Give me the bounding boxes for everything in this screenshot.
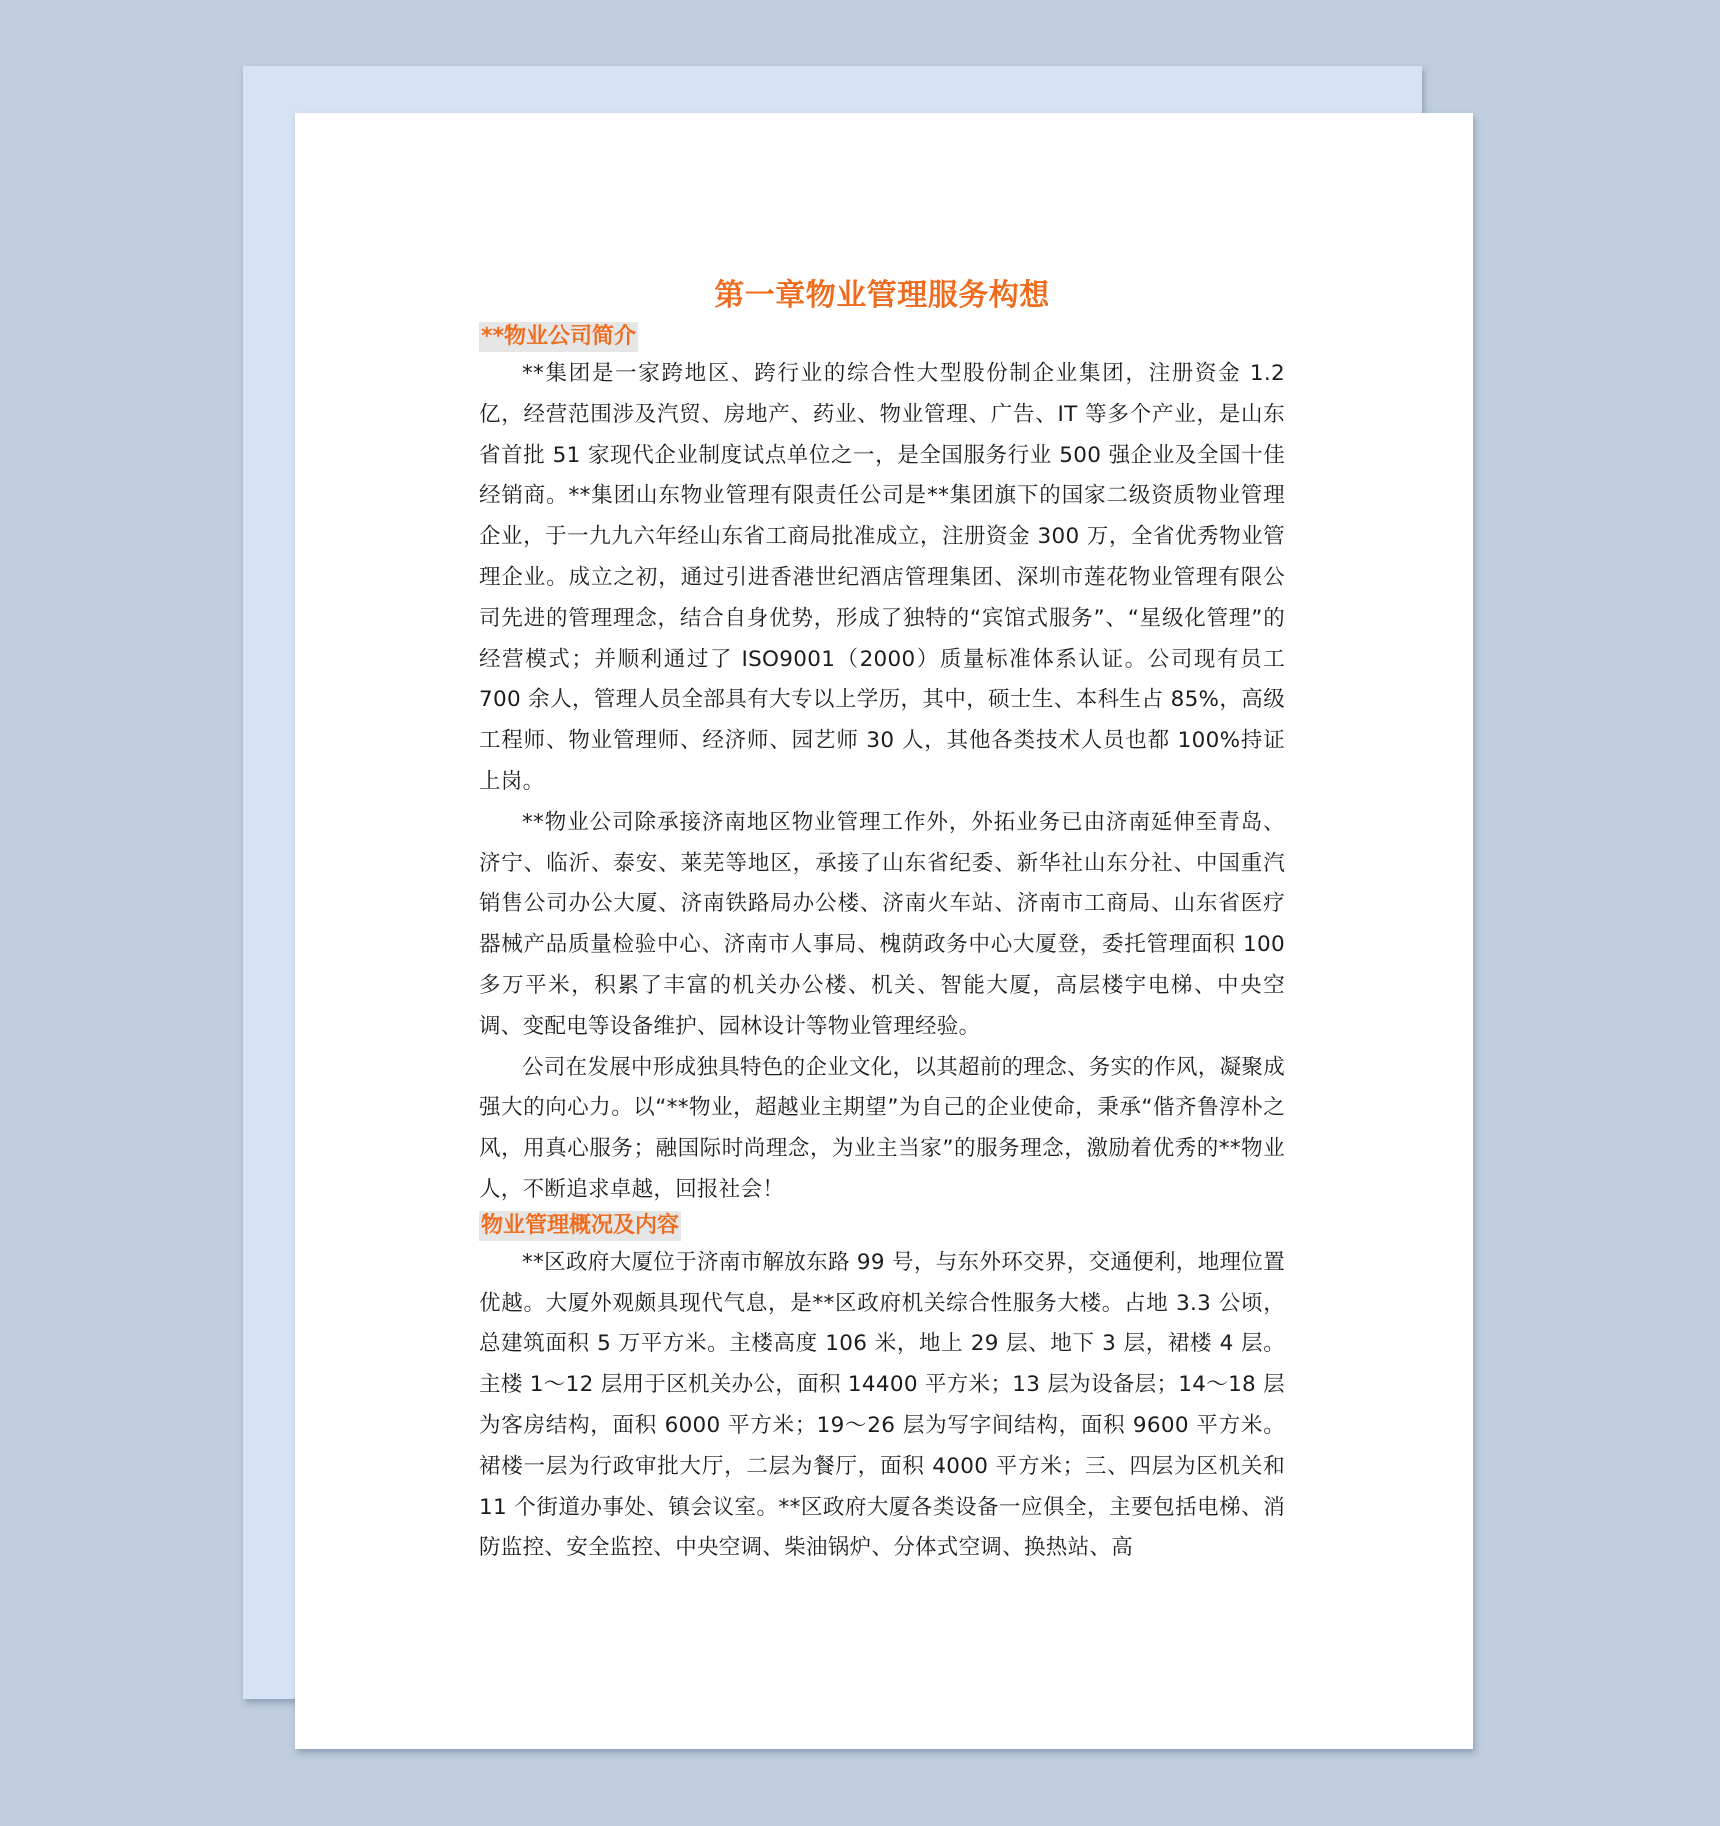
section-heading-row bbox=[479, 322, 1285, 354]
document-page bbox=[295, 113, 1473, 1749]
paragraph: **区政府大厦位于济南市解放东路 99 号，与东外环交界，交通便利，地理位置优越。大厦外观颇具现代气息，是**区政府机关综合性服务大楼。占地 3.3 公顷，总建筑面积 5 万平方米。主楼高度 106 米，地上 29 层、地下 3 层，裙楼 4 层。主楼 1～12 层用于区机关办公，面积 14400 平方米；13 层为设备层；14～18 层为客房结构，面积 6000 平方米；19～26 层为写字间结构，面积 9600 平方米。裙楼一层为行政审批大厅，二层为餐厅，面积 4000 平方米；三、四层为区机关和 11 个街道办事处、镇会议室。**区政府大厦各类设备一应俱全，主要包括电梯、消防监控、安全监控、中央空调、柴油锅炉、分体式空调、换热站、高 bbox=[479, 1249, 1285, 1561]
page-content bbox=[479, 276, 1285, 1569]
paragraph: 公司在发展中形成独具特色的企业文化，以其超前的理念、务实的作风，凝聚成强大的向心力。以“**物业，超越业主期望”为自己的企业使命，秉承“偕齐鲁淳朴之风，用真心服务；融国际时尚理念，为业主当家”的服务理念，激励着优秀的**物业人，不断追求卓越，回报社会！ bbox=[479, 1054, 1286, 1202]
section-heading-row bbox=[479, 1211, 1285, 1243]
paragraph: **物业公司除承接济南地区物业管理工作外，外拓业务已由济南延伸至青岛、济宁、临沂、泰安、莱芜等地区，承接了山东省纪委、新华社山东分社、中国重汽销售公司办公大厦、济南铁路局办公楼、济南火车站、济南市工商局、山东省医疗器械产品质量检验中心、济南市人事局、槐荫政务中心大厦登，委托管理面积 100 多万平米，积累了丰富的机关办公楼、机关、智能大厦，高层楼宇电梯、中央空调、变配电等设备维护、园林设计等物业管理经验。 bbox=[479, 809, 1285, 1039]
section-heading-property-overview: 物业管理概况及内容 bbox=[479, 1211, 681, 1241]
paragraph: **集团是一家跨地区、跨行业的综合性大型股份制企业集团，注册资金 1.2 亿，经营范围涉及汽贸、房地产、药业、物业管理、广告、IT 等多个产业，是山东省首批 51 家现代企业制度试点单位之一，是全国服务行业 500 强企业及全国十佳经销商。**集团山东物业管理有限责任公司是**集团旗下的国家二级资质物业管理企业，于一九九六年经山东省工商局批准成立，注册资金 300 万，全省优秀物业管理企业。成立之初，通过引进香港世纪酒店管理集团、深圳市莲花物业管理有限公司先进的管理理念，结合自身优势，形成了独特的“宾馆式服务”、“星级化管理”的经营模式；并顺利通过了 ISO9001（2000）质量标准体系认证。公司现有员工 700 余人，管理人员全部具有大专以上学历，其中，硕士生、本科生占 85%，高级工程师、物业管理师、经济师、园艺师 30 人，其他各类技术人员也都 100%持证上岗。 bbox=[479, 361, 1285, 794]
page-title: 第一章物业管理服务构想 bbox=[714, 278, 1050, 313]
section-heading-company-intro: **物业公司简介 bbox=[479, 322, 638, 352]
